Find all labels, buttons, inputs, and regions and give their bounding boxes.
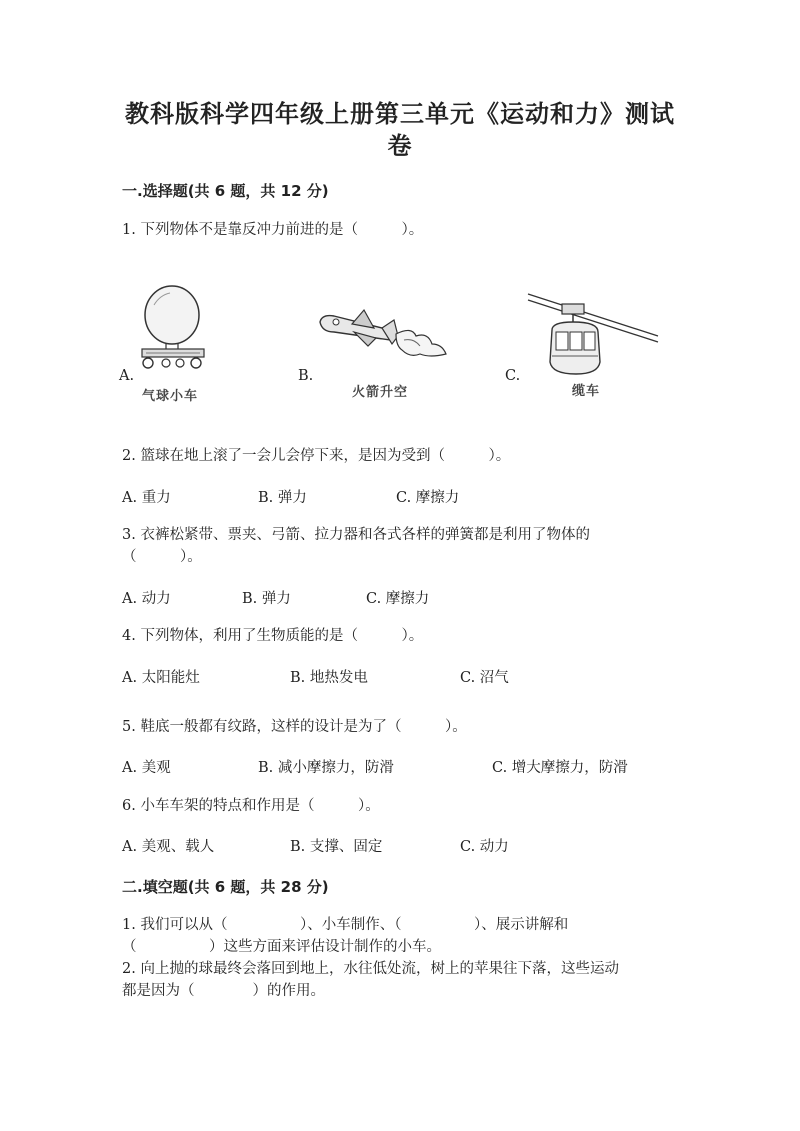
- q2-option-c: C. 摩擦力: [396, 490, 460, 506]
- cable-car-icon: [526, 290, 660, 380]
- fill-question-2-line1: 2. 向上抛的球最终会落回到地上，水往低处流，树上的苹果往下落，这些运动: [122, 961, 619, 977]
- q1-option-b-caption: 火箭升空: [352, 385, 409, 400]
- page-title-line1: 教科版科学四年级上册第三单元《运动和力》测试: [125, 100, 675, 128]
- rocket-icon: [312, 300, 452, 370]
- q1-option-a-letter: A.: [119, 368, 135, 384]
- q5-option-b: B. 减小摩擦力，防滑: [258, 760, 394, 776]
- q1-option-c-caption: 缆车: [572, 384, 601, 399]
- fill-question-1: [122, 914, 568, 958]
- q5-option-c: C. 增大摩擦力，防滑: [492, 760, 628, 776]
- question-2: 2. 篮球在地上滚了一会儿会停下来，是因为受到（ ）。: [122, 448, 511, 464]
- fill-question-1-line2: （ ）这些方面来评估设计制作的小车。: [122, 939, 441, 955]
- q1-option-b-letter: B.: [298, 368, 314, 384]
- q3-option-a: A. 动力: [122, 591, 171, 607]
- q3-option-c: C. 摩擦力: [366, 591, 430, 607]
- question-5: 5. 鞋底一般都有纹路，这样的设计是为了（ ）。: [122, 719, 467, 735]
- balloon-car-icon: [132, 285, 212, 375]
- q2-option-a: A. 重力: [122, 490, 171, 506]
- page-title: [110, 98, 690, 162]
- q4-option-b: B. 地热发电: [290, 670, 368, 686]
- q4-option-c: C. 沼气: [460, 670, 509, 686]
- question-1: 1. 下列物体不是靠反冲力前进的是（ ）。: [122, 222, 424, 238]
- q2-option-b: B. 弹力: [258, 490, 307, 506]
- section-heading-choice: 一.选择题(共 6 题，共 12 分): [122, 182, 329, 200]
- q6-option-b: B. 支撑、固定: [290, 839, 383, 855]
- q1-option-c-letter: C.: [505, 368, 521, 384]
- question-3-line2: （ ）。: [122, 549, 202, 565]
- fill-question-1-line1: 1. 我们可以从（ ）、小车制作、（ ）、展示讲解和: [122, 917, 569, 933]
- question-4: 4. 下列物体，利用了生物质能的是（ ）。: [122, 628, 424, 644]
- page-title-line2: 卷: [387, 132, 413, 160]
- q3-option-b: B. 弹力: [242, 591, 291, 607]
- q4-option-a: A. 太阳能灶: [122, 670, 200, 686]
- fill-question-2: [122, 958, 619, 1002]
- question-6: 6. 小车车架的特点和作用是（ ）。: [122, 798, 380, 814]
- question-3-line1: 3. 衣裤松紧带、票夹、弓箭、拉力器和各式各样的弹簧都是利用了物体的: [122, 527, 590, 543]
- question-3: [122, 524, 590, 568]
- q1-option-a-caption: 气球小车: [142, 389, 199, 404]
- q6-option-a: A. 美观、载人: [122, 839, 215, 855]
- section-heading-fill-in: 二.填空题(共 6 题，共 28 分): [122, 878, 329, 896]
- fill-question-2-line2: 都是因为（ ）的作用。: [122, 983, 325, 999]
- q6-option-c: C. 动力: [460, 839, 509, 855]
- q5-option-a: A. 美观: [122, 760, 171, 776]
